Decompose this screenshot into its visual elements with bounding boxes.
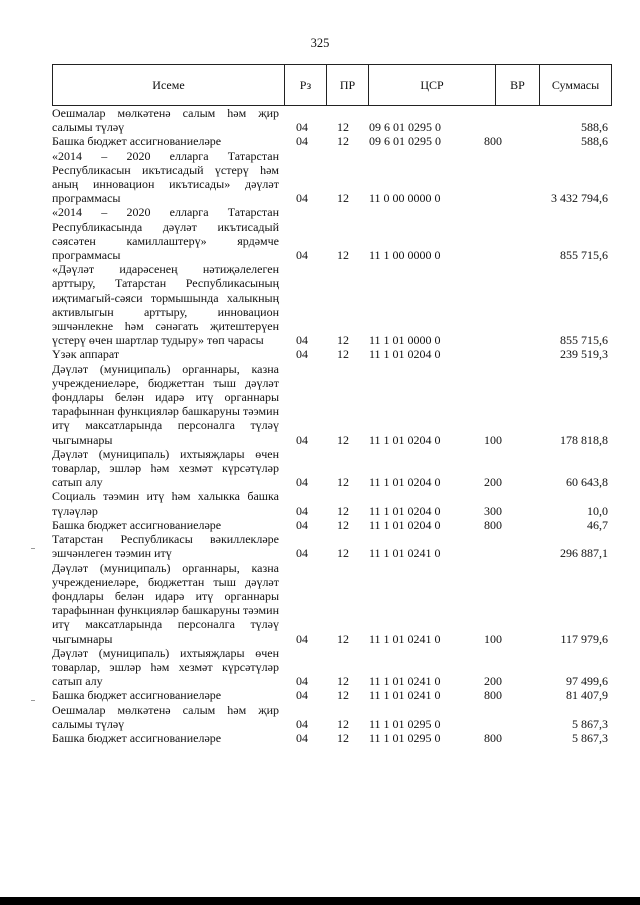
row-csr: 11 0 00 0000 0	[369, 191, 441, 206]
row-name: Татарстан Республикасы вәкиллекләре эшчәнлеген тәэмин итү	[52, 532, 279, 561]
row-sum: 855 715,6	[560, 333, 608, 348]
row-sum: 81 407,9	[566, 688, 608, 703]
row-rz: 04	[296, 716, 308, 731]
row-vr: 800	[484, 134, 502, 149]
table-body	[52, 106, 612, 745]
row-csr: 09 6 01 0295 0	[369, 120, 441, 135]
row-csr: 09 6 01 0295 0	[369, 134, 441, 149]
row-pr: 12	[337, 730, 349, 745]
row-csr: 11 1 01 0295 0	[369, 730, 441, 745]
row-name: Башка бюджет ассигнованиеләре	[52, 517, 222, 532]
row-name: «2014 – 2020 елларга Татарстан Республикасын икътисадый үстерү һәм аның инновацион икътисады» дәүләт программасы	[52, 148, 279, 206]
row-name: Үзәк аппарат	[52, 347, 120, 362]
row-csr: 11 1 01 0204 0	[369, 347, 441, 362]
row-rz: 04	[296, 475, 308, 490]
row-pr: 12	[337, 191, 349, 206]
row-sum: 117 979,6	[560, 631, 608, 646]
row-pr: 12	[337, 546, 349, 561]
row-csr: 11 1 01 0000 0	[369, 333, 441, 348]
table-row	[52, 731, 612, 745]
row-pr: 12	[337, 517, 349, 532]
row-sum: 296 887,1	[560, 546, 608, 561]
row-sum: 5 867,3	[572, 730, 608, 745]
table-row	[52, 205, 612, 262]
row-name: «2014 – 2020 елларга Татарстан Республикасында дәүләт икътисадый сәясәтен камиллаштерү» ярдәмче программасы	[52, 205, 279, 263]
row-pr: 12	[337, 347, 349, 362]
table-row	[52, 106, 612, 134]
row-sum: 5 867,3	[572, 716, 608, 731]
table-row	[52, 149, 612, 206]
row-vr: 200	[484, 674, 502, 689]
header-rz: Рз	[284, 65, 326, 105]
table-row	[52, 518, 612, 532]
row-name: Башка бюджет ассигнованиеләре	[52, 730, 222, 745]
table-row	[52, 134, 612, 148]
row-name: Социаль тәэмин итү һәм халыкка башка түләүләр	[52, 489, 279, 518]
row-pr: 12	[337, 631, 349, 646]
row-pr: 12	[337, 716, 349, 731]
row-sum: 855 715,6	[560, 248, 608, 263]
row-rz: 04	[296, 674, 308, 689]
row-pr: 12	[337, 475, 349, 490]
row-csr: 11 1 01 0241 0	[369, 674, 441, 689]
margin-mark	[31, 700, 35, 701]
row-sum: 178 818,8	[560, 432, 608, 447]
margin-mark	[31, 548, 35, 549]
row-csr: 11 1 01 0204 0	[369, 475, 441, 490]
row-pr: 12	[337, 120, 349, 135]
row-rz: 04	[296, 120, 308, 135]
row-sum: 60 643,8	[566, 475, 608, 490]
table-row	[52, 362, 612, 447]
row-rz: 04	[296, 503, 308, 518]
row-pr: 12	[337, 248, 349, 263]
row-pr: 12	[337, 688, 349, 703]
header-sum: Суммасы	[539, 65, 611, 105]
row-rz: 04	[296, 248, 308, 263]
row-pr: 12	[337, 432, 349, 447]
row-rz: 04	[296, 333, 308, 348]
scan-edge-bar	[0, 897, 640, 905]
row-name: Дәүләт (муниципаль) ихтыяҗлары өчен товарлар, эшләр һәм хезмәт күрсәтүләр сатып алу	[52, 446, 279, 490]
table-row	[52, 688, 612, 702]
row-vr: 800	[484, 688, 502, 703]
header-csr: ЦСР	[368, 65, 495, 105]
row-csr: 11 1 01 0241 0	[369, 631, 441, 646]
row-sum: 239 519,3	[560, 347, 608, 362]
row-name: Дәүләт (муниципаль) органнары, казна учреждениеләре, бюджеттан тыш дәүләт фондлары белән идарә итү органнары тарафыннан функцияләр башкаруны тәэмин итү максатларында персоналга түләү чыгымнары	[52, 361, 279, 447]
row-rz: 04	[296, 517, 308, 532]
row-name: Дәүләт (муниципаль) ихтыяҗлары өчен товарлар, эшләр һәм хезмәт күрсәтүләр сатып алу	[52, 645, 279, 689]
header-vr: ВР	[495, 65, 539, 105]
page-number: 325	[310, 36, 330, 50]
row-csr: 11 1 01 0241 0	[369, 688, 441, 703]
row-vr: 800	[484, 730, 502, 745]
table-row	[52, 447, 612, 490]
table-row	[52, 347, 612, 361]
row-rz: 04	[296, 546, 308, 561]
row-sum: 3 432 794,6	[551, 191, 608, 206]
row-rz: 04	[296, 730, 308, 745]
row-pr: 12	[337, 503, 349, 518]
table-row	[52, 532, 612, 560]
row-name: Оешмалар мөлкәтенә салым һәм җир салымы түләү	[52, 702, 279, 731]
row-sum: 46,7	[587, 517, 608, 532]
row-name: Башка бюджет ассигнованиеләре	[52, 134, 222, 149]
row-name: Оешмалар мөлкәтенә салым һәм җир салымы түләү	[52, 106, 279, 135]
row-pr: 12	[337, 134, 349, 149]
table-row	[52, 262, 612, 347]
row-name: Дәүләт (муниципаль) органнары, казна учреждениеләре, бюджеттан тыш дәүләт фондлары белән идарә итү органнары тарафыннан функцияләр башкаруны тәэмин итү максатларында персоналга түләү чыгымнары	[52, 560, 279, 646]
row-vr: 100	[484, 432, 502, 447]
budget-table	[52, 64, 612, 745]
row-rz: 04	[296, 191, 308, 206]
row-name: Башка бюджет ассигнованиеләре	[52, 688, 222, 703]
row-rz: 04	[296, 347, 308, 362]
header-pr: ПР	[326, 65, 368, 105]
table-row	[52, 561, 612, 646]
row-csr: 11 1 01 0204 0	[369, 432, 441, 447]
row-sum: 588,6	[581, 120, 608, 135]
row-rz: 04	[296, 688, 308, 703]
table-header	[52, 64, 612, 106]
table-row	[52, 646, 612, 689]
row-sum: 588,6	[581, 134, 608, 149]
row-rz: 04	[296, 631, 308, 646]
row-sum: 10,0	[587, 503, 608, 518]
row-rz: 04	[296, 134, 308, 149]
table-row	[52, 489, 612, 517]
row-csr: 11 1 01 0241 0	[369, 546, 441, 561]
row-pr: 12	[337, 674, 349, 689]
table-row	[52, 703, 612, 731]
row-csr: 11 1 01 0204 0	[369, 503, 441, 518]
row-pr: 12	[337, 333, 349, 348]
row-vr: 300	[484, 503, 502, 518]
row-vr: 200	[484, 475, 502, 490]
row-sum: 97 499,6	[566, 674, 608, 689]
row-rz: 04	[296, 432, 308, 447]
row-csr: 11 1 01 0295 0	[369, 716, 441, 731]
header-name: Исеме	[152, 78, 185, 92]
row-name: «Дәүләт идарәсенең нәтиҗәлелеген арттыру, Татарстан Республикасының иҗтимагый-сәяси тормышында халыкның активлыгын арттыру, инновацион эшчәнлекне һәм сәнәгать җитештерүен үстерү өчен шартлар тудыру» төп чарасы	[52, 262, 279, 348]
row-csr: 11 1 01 0204 0	[369, 517, 441, 532]
row-vr: 100	[484, 631, 502, 646]
row-csr: 11 1 00 0000 0	[369, 248, 441, 263]
row-vr: 800	[484, 517, 502, 532]
